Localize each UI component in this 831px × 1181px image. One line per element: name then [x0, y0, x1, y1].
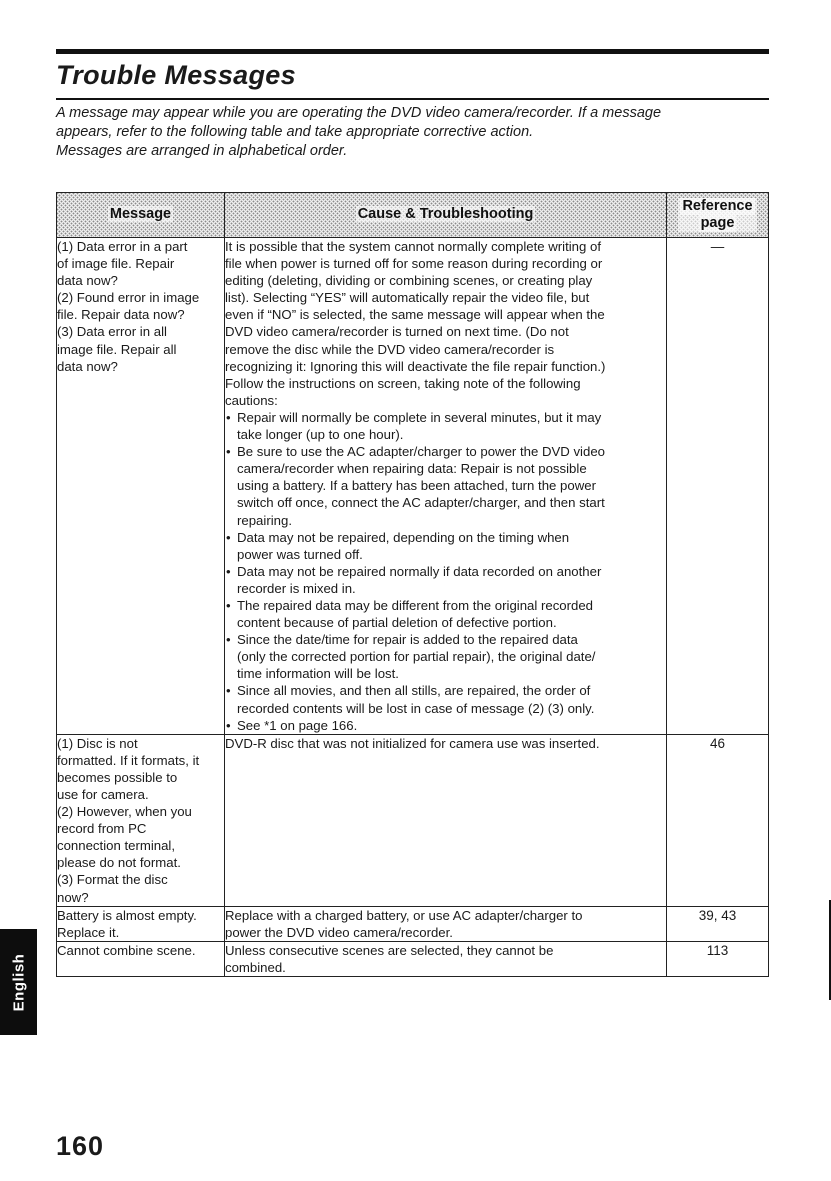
cause-cell — [225, 734, 667, 906]
reference-cell: 39, 43 — [667, 906, 769, 941]
message-line: (1) Disc is not — [57, 735, 138, 751]
message-line: formatted. If it formats, it — [57, 752, 200, 768]
cause-line: Unless consecutive scenes are selected, they cannot be — [225, 942, 554, 958]
message-cell — [57, 734, 225, 906]
page-title: Trouble Messages — [56, 60, 296, 90]
caution-item: • Data may not be repaired, depending on the timing when power was turned off. — [225, 529, 666, 563]
cause-line: cautions: — [225, 392, 278, 408]
table-row — [57, 238, 769, 735]
cause-line: Replace with a charged battery, or use AC adapter/charger to — [225, 907, 583, 923]
cause-line: file when power is turned off for some reason during recording or — [225, 256, 603, 272]
top-rule — [56, 49, 769, 54]
message-line: connection terminal, — [57, 838, 176, 854]
header-cause: Cause & Troubleshooting — [225, 193, 667, 238]
language-side-tab — [0, 929, 37, 1035]
cause-line: power the DVD video camera/recorder. — [225, 924, 453, 940]
message-line: (1) Data error in a part — [57, 239, 188, 254]
reference-cell: 46 — [667, 734, 769, 906]
intro-line: appears, refer to the following table and take appropriate corrective action. — [56, 124, 534, 140]
message-line: data now? — [57, 358, 118, 374]
table-header-row — [57, 193, 769, 238]
cause-line: DVD-R disc that was not initialized for camera use was inserted. — [225, 735, 600, 751]
message-line: (2) However, when you — [57, 804, 192, 820]
message-line: Cannot combine scene. — [57, 942, 196, 958]
message-line: of image file. Repair — [57, 256, 175, 272]
cause-line: It is possible that the system cannot normally complete writing of — [225, 239, 602, 254]
cause-cell — [225, 906, 667, 941]
page-number: 160 — [56, 1131, 105, 1161]
message-cell — [57, 238, 225, 735]
cause-line: DVD video camera/recorder is turned on next time. (Do not — [225, 324, 569, 340]
caution-list — [225, 409, 666, 734]
cause-line: recognizing it: Ignoring this will deactivate the file repair function.) — [225, 358, 606, 374]
message-line: (2) Found error in image — [57, 290, 200, 306]
message-line: (3) Data error in all — [57, 324, 167, 340]
caution-item: • Since the date/time for repair is added to the repaired data (only the corrected portion for partial repair), the original date/ time information will be lost. — [225, 631, 666, 682]
cause-line: remove the disc while the DVD video camera/recorder is — [225, 341, 555, 357]
cause-line: list). Selecting “YES” will automatically repair the video file, but — [225, 290, 590, 306]
intro-text — [56, 104, 766, 161]
message-line: becomes possible to — [57, 769, 178, 785]
table-row — [57, 906, 769, 941]
message-line: please do not format. — [57, 855, 181, 871]
caution-item: • The repaired data may be different from the original recorded content because of partial deletion of defective portion. — [225, 597, 666, 631]
message-line: Battery is almost empty. — [57, 907, 197, 923]
cause-line: combined. — [225, 959, 286, 975]
message-cell — [57, 906, 225, 941]
caution-item: • Since all movies, and then all stills, are repaired, the order of recorded contents will be lost in case of message (2) (3) only. — [225, 682, 666, 716]
reference-cell: — — [667, 238, 769, 735]
language-tab-label: English — [10, 953, 28, 1011]
trouble-messages-table — [56, 192, 769, 977]
caution-item: • Be sure to use the AC adapter/charger to power the DVD video camera/recorder when repairing data: Repair is not possible using a battery. If a battery has been attached, turn the power switch off once, connect the AC adapter/charger, and then start repairing. — [225, 443, 666, 528]
header-message: Message — [57, 193, 225, 238]
message-line: record from PC — [57, 821, 147, 837]
cause-line: editing (deleting, dividing or combining scenes, or creating play — [225, 273, 593, 289]
message-line: (3) Format the disc — [57, 872, 168, 888]
reference-cell: 113 — [667, 941, 769, 976]
caution-item: • Repair will normally be complete in several minutes, but it may take longer (up to one hour). — [225, 409, 666, 443]
table-row — [57, 941, 769, 976]
intro-line: A message may appear while you are operating the DVD video camera/recorder. If a message — [56, 105, 662, 121]
intro-line: Messages are arranged in alphabetical order. — [56, 143, 348, 159]
message-cell — [57, 941, 225, 976]
cause-cell — [225, 238, 667, 735]
message-line: file. Repair data now? — [57, 307, 185, 323]
title-rule — [56, 98, 769, 100]
table-row — [57, 734, 769, 906]
message-line: data now? — [57, 273, 118, 289]
cause-line: even if “NO” is selected, the same message will appear when the — [225, 307, 605, 323]
header-reference: Reference page — [667, 193, 769, 238]
message-line: now? — [57, 889, 89, 905]
cause-line: Follow the instructions on screen, taking note of the following — [225, 375, 581, 391]
message-line: use for camera. — [57, 787, 149, 802]
caution-item: • Data may not be repaired normally if data recorded on another recorder is mixed in. — [225, 563, 666, 597]
caution-item: • See *1 on page 166. — [225, 717, 666, 734]
message-line: image file. Repair all — [57, 341, 177, 357]
cause-cell — [225, 941, 667, 976]
message-line: Replace it. — [57, 924, 120, 940]
